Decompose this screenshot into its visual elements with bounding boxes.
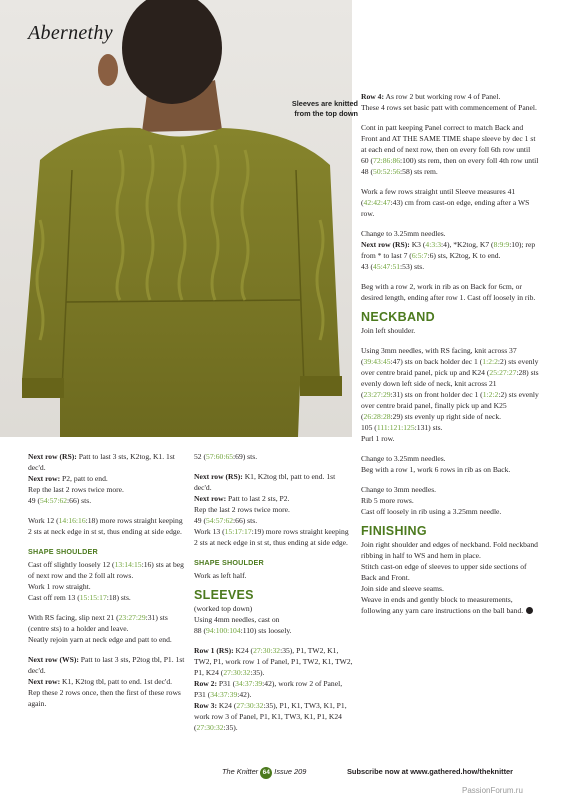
- size-values: 15:15:17: [79, 593, 107, 602]
- paragraph: [194, 603, 354, 636]
- text: Purl 1 row.: [361, 434, 395, 443]
- size-values: 14:16:16: [58, 516, 86, 525]
- text: 88 (: [194, 626, 207, 635]
- size-values: 39:43:45: [363, 357, 391, 366]
- text: Cont in patt keeping Panel correct to match Back and Front and AT THE SAME TIME shape sleeve by dec 1 st at each end of next row, then on every foll 6th row until 60 (: [361, 123, 536, 165]
- size-values: 25:27:27: [489, 368, 517, 377]
- shape-shoulder-heading: SHAPE SHOULDER: [194, 558, 264, 567]
- text: Join side and sleeve seams.: [361, 584, 444, 593]
- text: K24 (: [217, 701, 237, 710]
- paragraph: [361, 122, 539, 177]
- size-values: 94:100:104: [206, 626, 241, 635]
- sweater-photo: [0, 0, 352, 437]
- text: Neatly rejoin yarn at neck edge and patt to end.: [28, 635, 172, 644]
- text: :35).: [223, 723, 238, 732]
- row-label: Row 3:: [194, 701, 217, 710]
- paragraph: [361, 91, 539, 113]
- size-values: 6:5:7: [411, 251, 428, 260]
- size-values: 1:2:2: [482, 357, 498, 366]
- shape-shoulder-heading: SHAPE SHOULDER: [28, 547, 98, 556]
- paragraph: [194, 570, 354, 581]
- text: K3 (: [409, 240, 426, 249]
- size-values: 27:30:32: [236, 701, 264, 710]
- text: :69) sts.: [233, 452, 258, 461]
- size-values: 57:60:65: [206, 452, 234, 461]
- size-values: 13:14:15: [114, 560, 142, 569]
- text: Rib 5 more rows.: [361, 496, 414, 505]
- text: Rep the last 2 rows twice more.: [194, 505, 290, 514]
- text: Work 12 (: [28, 516, 59, 525]
- text: :35), P1, K1, TW3, K1, P1, work row 3 of Panel, P1, K1, TW3, K1, P1, K24 (: [194, 701, 347, 732]
- caption-line: Sleeves are knitted: [291, 99, 358, 108]
- text: (worked top down): [194, 604, 253, 613]
- text: These 4 rows set basic patt with commencement of Panel.: [361, 103, 537, 112]
- size-values: 42:42:47: [363, 198, 391, 207]
- neckband-heading: NECKBAND: [361, 310, 435, 324]
- finishing-heading: FINISHING: [361, 524, 427, 538]
- text: Change to 3.25mm needles.: [361, 229, 446, 238]
- sleeves-heading: SLEEVES: [194, 588, 254, 602]
- text: :10); rep from * to last 7 (: [361, 240, 536, 260]
- text: :16) sts at beg of next row and the 2 foll alt rows.: [28, 560, 184, 580]
- size-values: 26:28:28: [363, 412, 391, 421]
- text: P2, patt to end.: [60, 474, 108, 483]
- text: Beg with a row 1, work 6 rows in rib as on Back.: [361, 465, 511, 474]
- text: Join right shoulder and edges of neckband. Fold neckband ribbing in half to WS and hem in place.: [361, 540, 538, 560]
- text: Using 4mm needles, cast on: [194, 615, 280, 624]
- size-values: 15:17:17: [224, 527, 252, 536]
- size-values: 27:30:32: [196, 723, 224, 732]
- paragraph: [361, 453, 539, 475]
- text: :42), work row 2 of Panel, P31 (: [194, 679, 343, 699]
- text: :31) sts on front holder dec 1 (: [390, 390, 483, 399]
- row-label: Next row (RS):: [194, 472, 243, 481]
- size-values: 23:27:29: [118, 613, 146, 622]
- text: :18) sts.: [106, 593, 131, 602]
- text: :6) sts, K2tog, K to end.: [427, 251, 501, 260]
- pattern-title: Abernethy: [28, 22, 113, 44]
- text: :53) sts.: [400, 262, 425, 271]
- text: Work 1 row straight.: [28, 582, 91, 591]
- text: :100) sts rem, then on every foll 4th row until 48 (: [361, 156, 539, 176]
- text: :66) sts.: [67, 496, 92, 505]
- text-column-2: [194, 451, 354, 742]
- paragraph: [194, 471, 354, 548]
- row-label: Next row (RS):: [361, 240, 410, 249]
- text: Change to 3mm needles.: [361, 485, 437, 494]
- text: :31) sts (centre sts) to a holder and leave.: [28, 613, 168, 633]
- text: 49 (: [28, 496, 41, 505]
- text: :18) more rows straight keeping 2 sts at neck edge in st st, thus ending at side edge.: [28, 516, 183, 536]
- issue-number: Issue 209: [274, 767, 307, 776]
- text: Weave in ends and gently block to measurements, following any yarn care instructions on the ball band.: [361, 595, 524, 615]
- text: K1, K2tog tbl, patt to end. 1st dec'd.: [194, 472, 336, 492]
- text: Patt to last 3 sts, K2tog, K1. 1st dec'd.: [28, 452, 175, 472]
- size-values: 1:2:2: [482, 390, 499, 399]
- size-values: 8:9:9: [493, 240, 510, 249]
- paragraph: [28, 654, 188, 709]
- text: :35).: [250, 668, 265, 677]
- paragraph: [361, 484, 539, 517]
- text: K24 (: [233, 646, 254, 655]
- footer-magazine: [222, 767, 306, 779]
- text: Join left shoulder.: [361, 326, 416, 335]
- size-values: 72:86:86: [373, 156, 401, 165]
- text: Rep the last 2 rows twice more.: [28, 485, 124, 494]
- text: Using 3mm needles, with RS facing, knit across 37 (: [361, 346, 517, 366]
- size-values: 27:30:32: [253, 646, 281, 655]
- text: :29) sts evenly up right side of neck.: [390, 412, 502, 421]
- caption-line: from the top down: [294, 109, 358, 118]
- size-values: 45:47:51: [373, 262, 401, 271]
- text: :43) cm from cast-on edge, ending after a WS row.: [361, 198, 530, 218]
- text: Patt to last 3 sts, P2tog tbl, P1. 1st dec'd.: [28, 655, 185, 675]
- row-label: Next row (RS):: [28, 452, 77, 461]
- page-number: 64: [260, 767, 272, 779]
- text: With RS facing, slip next 21 (: [28, 613, 119, 622]
- text: 105 (: [361, 423, 377, 432]
- text: :2) sts evenly over centre braid panel, finally pick up and K25 (: [361, 390, 539, 421]
- text-column-1: [28, 451, 188, 718]
- text: Cast off rem 13 (: [28, 593, 80, 602]
- row-label: Row 1 (RS):: [194, 646, 234, 655]
- paragraph: [28, 515, 188, 537]
- footer-subscribe[interactable]: Subscribe now at www.gathered.how/theknitter: [347, 767, 514, 776]
- text-column-3: [361, 91, 539, 625]
- text: Rep these 2 rows once, then the first of these rows again.: [28, 688, 181, 708]
- text: Work a few rows straight until Sleeve measures 41 (: [361, 187, 516, 207]
- text: :2) sts evenly over centre braid panel, pick up and K24 (: [361, 357, 539, 377]
- row-label: Next row:: [194, 494, 227, 503]
- text: :58) sts rem.: [400, 167, 438, 176]
- text: K1, K2tog tbl, patt to end. 1st dec'd.: [60, 677, 173, 686]
- text: 43 (: [361, 262, 374, 271]
- paragraph: [194, 645, 354, 733]
- text: P31 (: [217, 679, 236, 688]
- text: 49 (: [194, 516, 207, 525]
- row-label: Next row:: [28, 474, 61, 483]
- paragraph: [28, 451, 188, 506]
- size-values: 50:52:56: [373, 167, 401, 176]
- size-values: 54:57:62: [206, 516, 234, 525]
- text: :19) more rows straight keeping 2 sts at neck edge in st st, thus ending at side edge.: [194, 527, 349, 547]
- text: Patt to last 2 sts, P2.: [226, 494, 290, 503]
- text: Beg with a row 2, work in rib as on Back for 6cm, or desired length, ending after row 1. Cast off loosely in rib.: [361, 282, 536, 302]
- size-values: 111:121:125: [376, 423, 415, 432]
- paragraph: [361, 345, 539, 444]
- text: 52 (: [194, 452, 207, 461]
- text: :42).: [237, 690, 252, 699]
- paragraph: [194, 451, 354, 462]
- paragraph: [28, 559, 188, 603]
- paragraph: [361, 325, 539, 336]
- size-values: 23:27:29: [363, 390, 391, 399]
- size-values: 27:30:32: [223, 668, 251, 677]
- paragraph: [28, 612, 188, 645]
- row-label: Next row (WS):: [28, 655, 79, 664]
- row-label: Row 4:: [361, 92, 384, 101]
- text: :110) sts loosely.: [240, 626, 292, 635]
- sweater-illustration: [0, 0, 352, 437]
- text: :47) sts on back holder dec 1 (: [390, 357, 483, 366]
- text: :28) sts evenly down left side of neck, knit across 21 (: [361, 368, 539, 399]
- paragraph: [361, 186, 539, 219]
- text: Cast off loosely in rib using a 3.25mm needle.: [361, 507, 502, 516]
- size-values: 34:37:39: [235, 679, 263, 688]
- text: :66) sts.: [233, 516, 258, 525]
- paragraph: [361, 281, 539, 303]
- size-values: 54:57:62: [40, 496, 68, 505]
- paragraph: [361, 228, 539, 272]
- text: Stitch cast-on edge of sleeves to upper side sections of Back and Front.: [361, 562, 527, 582]
- text: As row 2 but working row 4 of Panel.: [384, 92, 501, 101]
- text: Cast off slightly loosely 12 (: [28, 560, 115, 569]
- text: :131) sts.: [414, 423, 443, 432]
- watermark: PassionForum.ru: [462, 786, 523, 795]
- end-mark-icon: [526, 607, 533, 614]
- row-label: Row 2:: [194, 679, 217, 688]
- text: Work 13 (: [194, 527, 225, 536]
- text: Work as left half.: [194, 571, 247, 580]
- text: :35), P1, TW2, K1, TW2, P1, work row 1 of Panel, P1, TW2, K1, TW2, P1, K24 (: [194, 646, 353, 677]
- text: Change to 3.25mm needles.: [361, 454, 446, 463]
- text: :4), *K2tog, K7 (: [441, 240, 494, 249]
- paragraph: [361, 539, 539, 616]
- size-values: 34:37:39: [210, 690, 238, 699]
- photo-caption: [266, 99, 358, 119]
- magazine-name: The Knitter: [222, 767, 259, 776]
- size-values: 4:3:3: [425, 240, 442, 249]
- row-label: Next row:: [28, 677, 61, 686]
